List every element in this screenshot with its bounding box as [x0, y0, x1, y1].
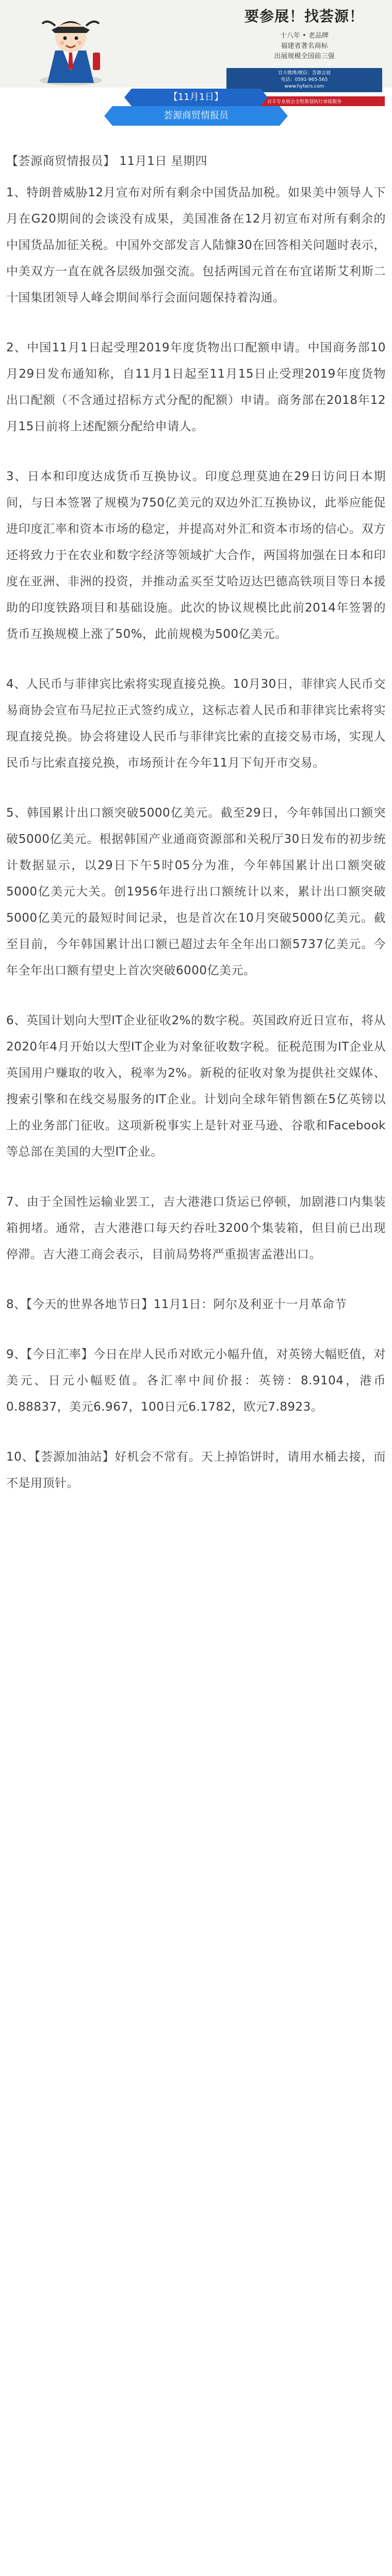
news-item-4: 4、人民币与菲律宾比索将实现直接兑换。10月30日，菲律宾人民币交易商协会宣布马尼拉正式签约成立，这标志着人民币和菲律宾比索将实现直接兑换。协会将建设人民币与菲律宾比索的直接交易市场，实现人民币与比索直接兑换，市场预计在今年11月下旬开市交易。 [6, 677, 386, 770]
report-tag: 荟源商贸情报员 [112, 106, 280, 126]
feature-line: 十八年 • 老品牌 [280, 32, 329, 40]
news-item-3: 3、日本和印度达成货币互换协议。印度总理莫迪在29日访问日本期间，与日本签署了规模为750亿美元的双边外汇互换协议，此举应能促进印度汇率和资本市场的稳定，并提高对外汇和资本市场的信心。双方还将致力于在农业和数字经济等领域扩大合作，两国将加强在日本和印度在亚洲、非洲的投资，并推动孟买至艾哈迈达巴德高铁项目等日本援助的印度铁路项目和基础设施。此次的协议规模比此前2014年签署的货币互换规模上涨了50%，此前规模为500亿美元。 [6, 470, 386, 641]
contact-line: www.hyfairs.com [284, 84, 324, 89]
news-item-9: 9、【今日汇率】今日在岸人民币对欧元小幅升值，对英镑大幅贬值，对美元、日元小幅贬值。各汇率中间价报：英镑：8.9104，港币0.88837，美元6.967，100日元6.1782，欧元7.8923。 [6, 1348, 386, 1414]
news-item-8: 8、【今天的世界各地节日】11月1日：阿尔及利亚十一月革命节 [6, 1298, 347, 1311]
news-item-1: 1、特朗普威胁12月宣布对所有剩余中国货品加税。如果美中领导人下月在G20期间的会谈没有成果，美国准备在12月初宣布对所有剩余的中国货品加征关税。中国外交部发言人陆慷30在回答相关问题时表示，中美双方一直在就各层级加强交流。包括两国元首在布宜诺斯艾利斯二十国集团领导人峰会期间举行会面问题保持着沟通。 [6, 186, 386, 304]
news-item-6: 6、英国计划向大型IT企业征收2%的数字税。英国政府近日宣布，将从2020年4月开始以大型IT企业为对象征收数字税。征税范围为IT企业从英国用户赚取的收入，税率为2%。新税的征收对象为提供社交媒体、搜索引擎和在线交易服务的IT企业。计划向全球年销售额在5亿英镑以上的业务部门征收。这项新税事实上是针对亚马逊、谷歌和Facebook等总部在美国的大型IT企业。 [6, 1014, 386, 1159]
news-item-7: 7、由于全国性运输业罢工，吉大港港口货运已停顿，加剧港口内集装箱拥堵。通常，吉大港港口每天约吞吐3200个集装箱，但目前已出现停滞。吉大港工商会表示，目前局势将严重损害孟港出口。 [6, 1195, 386, 1261]
mascot-illustration [27, 3, 115, 87]
banner-slogan: 要参展！找荟源！ [244, 8, 364, 25]
service-strip: 百丰专业展会全程策划执行承接服务 [224, 96, 385, 106]
contact-line: 官方微博/微信：荟源会展 [277, 71, 331, 76]
article-body [6, 148, 386, 1520]
news-item-10: 10、【荟源加油站】好机会不常有。天上掉馅饼时，请用水桶去接，而不是用顶针。 [6, 1450, 386, 1490]
news-item-2: 2、中国11月1日起受理2019年度货物出口配额申请。中国商务部10月29日发布通知称，自11月1日起至11月15日止受理2019年度货物出口配额（不含通过招标方式分配的配额）申请。商务部在2018年12月15日前将上述配额分配给申请人。 [6, 341, 386, 433]
feature-line: 出展规模全国前三强 [274, 53, 335, 60]
news-item-5: 5、韩国累计出口额突破5000亿美元。截至29日，今年韩国出口额突破5000亿美元。根据韩国产业通商资源部和关税厅30日发布的初步统计数据显示，以29日下午5时05分为准，今年韩国累计出口额突破5000亿美元大关。创1956年进行出口额统计以来，累计出口额突破5000亿美元的最短时间记录，也是首次在10月突破5000亿美元。截至目前，今年韩国累计出口额已超过去年全年出口额5737亿美元。今年全年出口额有望史上首次突破6000亿美元。 [6, 806, 386, 977]
article-headline: 【荟源商贸情报员】 11月1日 星期四 [6, 155, 208, 168]
date-tag: 【11月1日】 [132, 89, 260, 106]
banner-features [222, 31, 387, 62]
feature-line: 福建省著名商标 [281, 42, 328, 50]
contact-line: 电话：0591-965-565 [281, 77, 328, 82]
